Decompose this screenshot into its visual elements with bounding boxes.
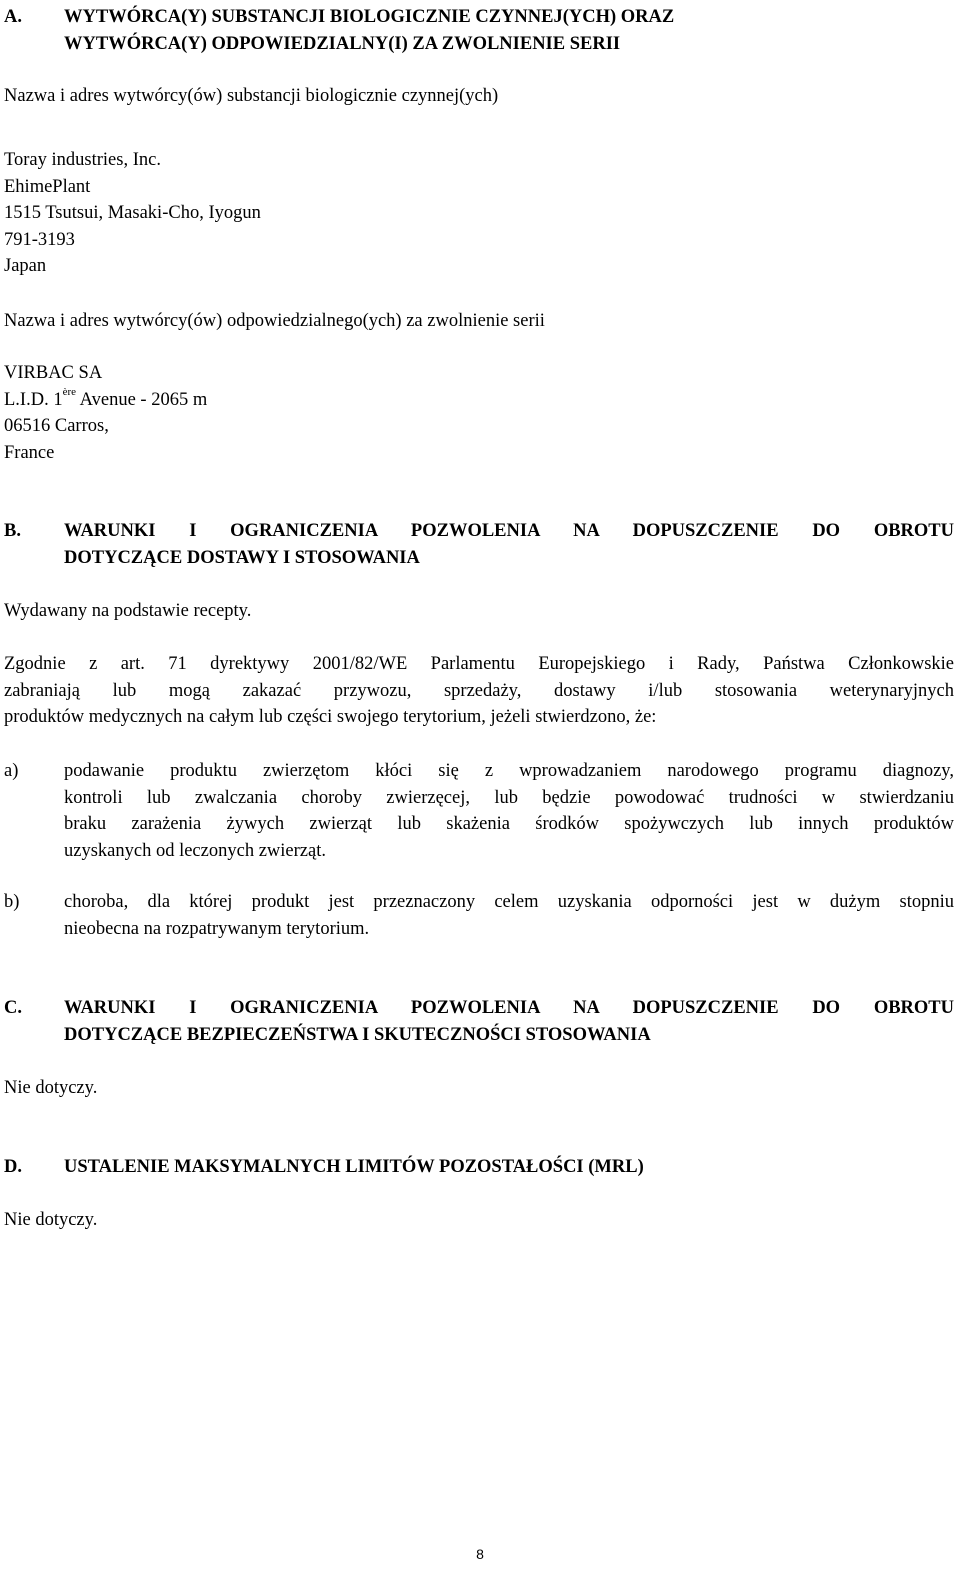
manufacturer-address [4,147,954,280]
release-street: L.I.D. 1ère Avenue - 2065 m [4,386,208,410]
section-d-letter: D. [4,1157,22,1177]
release-name: VIRBAC SA [4,363,103,383]
section-c-heading [4,995,954,1048]
section-b-heading [4,518,954,571]
list-item-a [4,758,954,864]
section-b-title-line2: DOTYCZĄCE DOSTAWY I STOSOWANIA [64,547,420,568]
item-a-line: braku zarażenia żywych zwierząt lub skażenia środków spożywczych lub innych produktów [64,814,954,834]
directive-paragraph [4,651,954,731]
item-a-line: kontroli lub zwalczania choroby zwierzęcej, lub będzie powodować trudności w stwierdzaniu [64,787,954,808]
item-b-line: nieobecna na rozpatrywanym terytorium. [64,918,370,939]
manufacturer-label: Nazwa i adres wytwórcy(ów) substancji biologicznie czynnej(ych) [4,86,499,106]
section-d-body: Nie dotyczy. [4,1210,98,1230]
release-country: France [4,442,55,463]
release-address [4,360,954,466]
section-b-letter: B. [4,521,21,541]
list-marker-b: b) [4,892,20,912]
section-a-title-line2: WYTWÓRCA(Y) ODPOWIEDZIALNY(I) ZA ZWOLNIENIE SERII [64,33,621,54]
directive-line: produktów medycznych na całym lub części swojego terytorium, jeżeli stwierdzono, że: [4,707,657,727]
manufacturer-line: Japan [4,256,47,276]
page-number: 8 [476,1546,484,1562]
section-c-letter: C. [4,998,22,1018]
list-item-b [4,889,954,942]
section-c-title-line2: DOTYCZĄCE BEZPIECZEŃSTWA I SKUTECZNOŚCI STOSOWANIA [64,1024,651,1045]
section-d-title: USTALENIE MAKSYMALNYCH LIMITÓW POZOSTAŁOŚCI (MRL) [64,1157,644,1177]
item-a-line: podawanie produktu zwierzętom kłóci się z wprowadzaniem narodowego programu diagnozy, [64,761,954,781]
item-a-line: uzyskanych od leczonych zwierząt. [64,840,326,861]
manufacturer-line: EhimePlant [4,176,91,197]
list-marker-a: a) [4,761,19,781]
item-b-line: choroba, dla której produkt jest przeznaczony celem uzyskania odporności jest w dużym stopniu [64,892,954,912]
release-city: 06516 Carros, [4,416,109,436]
section-d-heading [4,1154,954,1181]
manufacturer-line: Toray industries, Inc. [4,150,161,170]
section-b-title-line1: WARUNKI I OGRANICZENIA POZWOLENIA NA DOPUSZCZENIE DO OBROTU [64,521,954,541]
manufacturer-line: 791-3193 [4,229,75,250]
release-label: Nazwa i adres wytwórcy(ów) odpowiedzialnego(ych) za zwolnienie serii [4,311,545,331]
section-a-heading [4,4,954,57]
prescription-status: Wydawany na podstawie recepty. [4,601,252,621]
directive-line: zabraniają lub mogą zakazać przywozu, sprzedaży, dostawy i/lub stosowania weterynaryjnych [4,680,954,701]
manufacturer-line: 1515 Tsutsui, Masaki-Cho, Iyogun [4,203,261,223]
section-a-letter: A. [4,7,22,27]
section-c-body: Nie dotyczy. [4,1078,98,1098]
directive-line: Zgodnie z art. 71 dyrektywy 2001/82/WE Parlamentu Europejskiego i Rady, Państwa Członkowskie [4,654,954,674]
section-c-title-line1: WARUNKI I OGRANICZENIA POZWOLENIA NA DOPUSZCZENIE DO OBROTU [64,998,954,1018]
section-a-title-line1: WYTWÓRCA(Y) SUBSTANCJI BIOLOGICZNIE CZYNNEJ(YCH) ORAZ [64,7,675,27]
